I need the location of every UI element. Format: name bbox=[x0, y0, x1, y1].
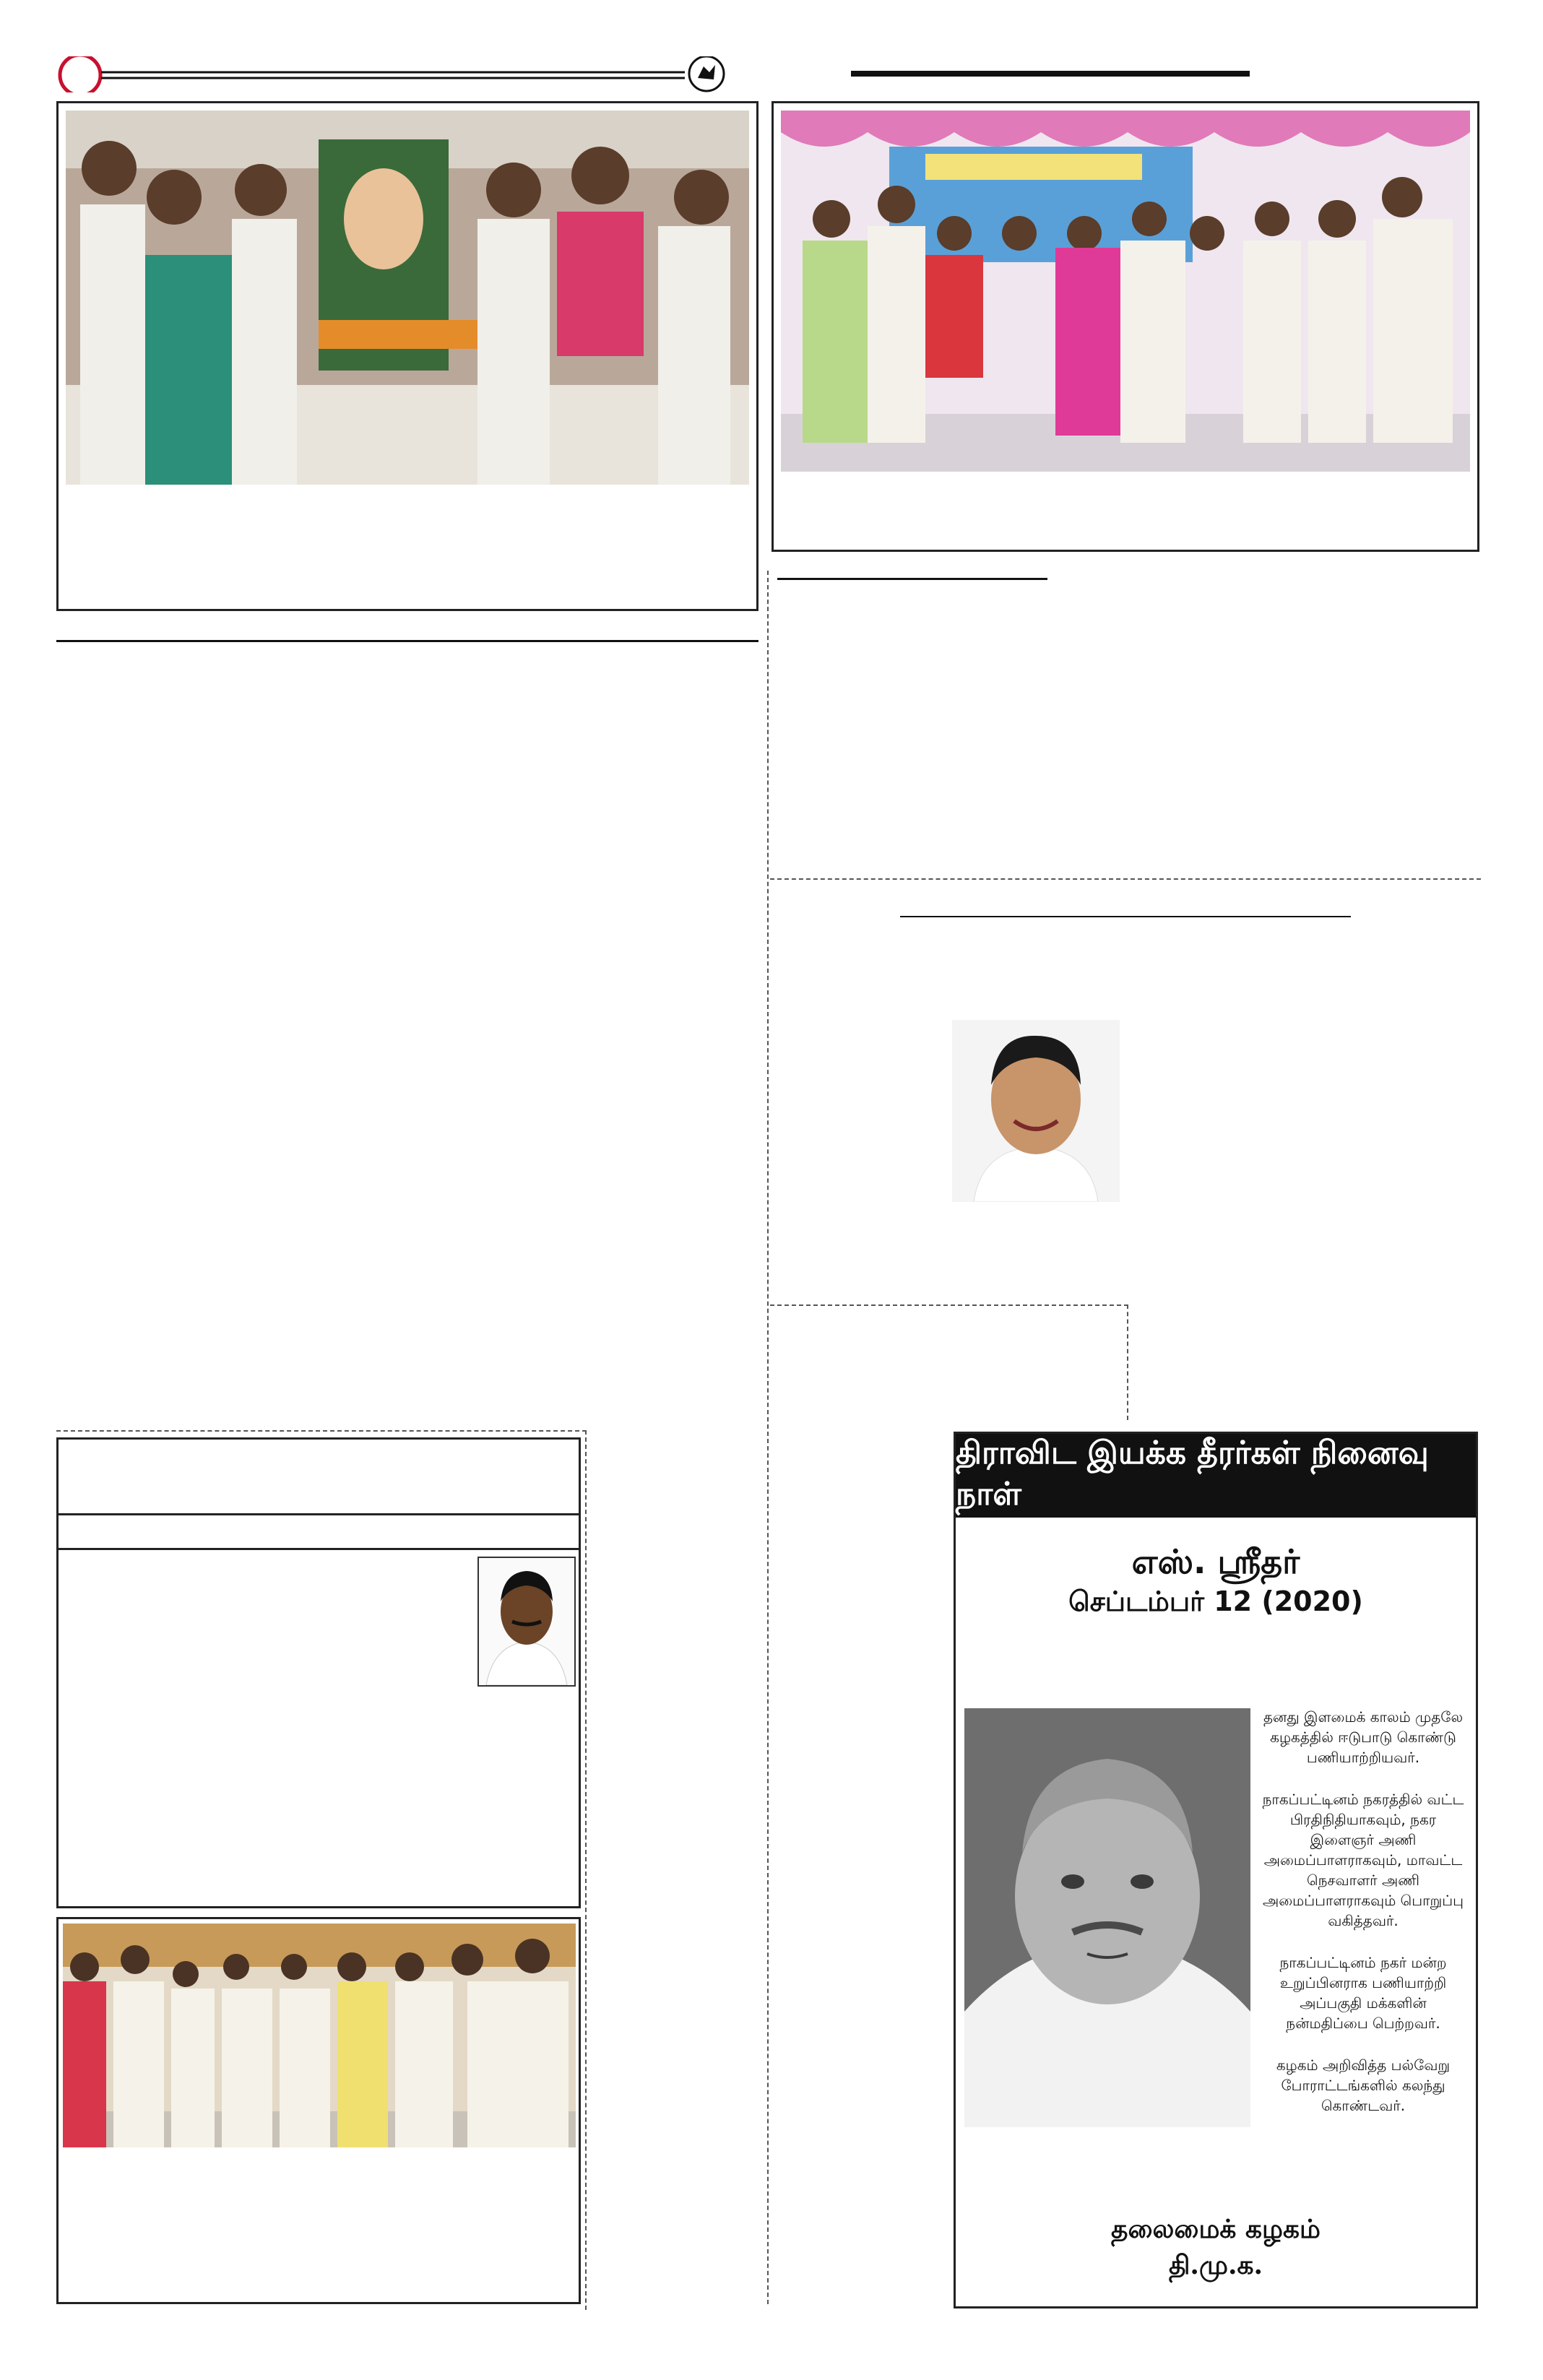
ad-date: செப்டம்பர் 12 (2020) bbox=[1068, 1585, 1363, 1617]
section-rule-left bbox=[56, 640, 758, 642]
photo-box-tribute bbox=[56, 101, 758, 611]
ad-footer-line1: தலைமைக் கழகம் bbox=[1111, 2214, 1321, 2244]
ad-person-name: எஸ். ஸ்ரீதர் bbox=[1131, 1542, 1300, 1581]
photo-box-award bbox=[772, 101, 1479, 552]
header-rule-right bbox=[851, 71, 1250, 77]
section-rule-right-short bbox=[777, 578, 1047, 580]
portrait-photo-right bbox=[952, 1020, 1120, 1202]
ad-header-text: திராவிட இயக்க தீரர்கள் நினைவு நாள் bbox=[956, 1435, 1429, 1513]
obituary-header-rule bbox=[59, 1513, 579, 1515]
bio-paragraph: கழகம் அறிவித்த பல்வேறு போராட்டங்களில் கலந்து கொண்டவர். bbox=[1276, 2056, 1451, 2114]
ad-header bbox=[956, 1434, 1476, 1518]
award-ceremony-photo bbox=[781, 111, 1470, 472]
dashed-callout bbox=[770, 1304, 1128, 1420]
obituary-portrait bbox=[477, 1557, 576, 1687]
tribute-photo bbox=[66, 111, 749, 485]
column-divider bbox=[767, 571, 769, 2304]
page-header bbox=[56, 56, 735, 92]
group-photo-box bbox=[56, 1917, 581, 2304]
bio-paragraph: தனது இளமைக் காலம் முதலே கழகத்தில் ஈடுபாடு கொண்டு பணியாற்றியவர். bbox=[1263, 1708, 1464, 1766]
obituary-box bbox=[56, 1437, 581, 1908]
memorial-ad bbox=[954, 1432, 1478, 2308]
logo-ring-icon bbox=[60, 56, 100, 92]
obituary-subheader-rule bbox=[59, 1548, 579, 1550]
right-article-rule bbox=[900, 916, 1351, 917]
right-column-divider-h bbox=[770, 878, 1481, 880]
header-rule-graphic bbox=[56, 56, 735, 92]
ad-portrait bbox=[964, 1708, 1250, 2127]
group-photo bbox=[63, 1924, 576, 2147]
bio-paragraph: நாகப்பட்டினம் நகர் மன்ற உறுப்பினராக பணியாற்றி அப்பகுதி மக்களின் நன்மதிப்பை பெற்றவர். bbox=[1279, 1954, 1447, 2032]
ad-biography bbox=[1258, 1707, 1469, 2137]
bio-paragraph: நாகப்பட்டினம் நகரத்தில் வட்ட பிரதிநிதியாகவும், நகர இளைஞர் அணி அமைப்பாளராகவும், மாவட்ட நெசவாளர் அணி அமைப்பாளராகவும் பொறுப்பு வகித்தவர். bbox=[1262, 1791, 1464, 1929]
ad-footer-line2: தி.மு.க. bbox=[1168, 2250, 1263, 2280]
